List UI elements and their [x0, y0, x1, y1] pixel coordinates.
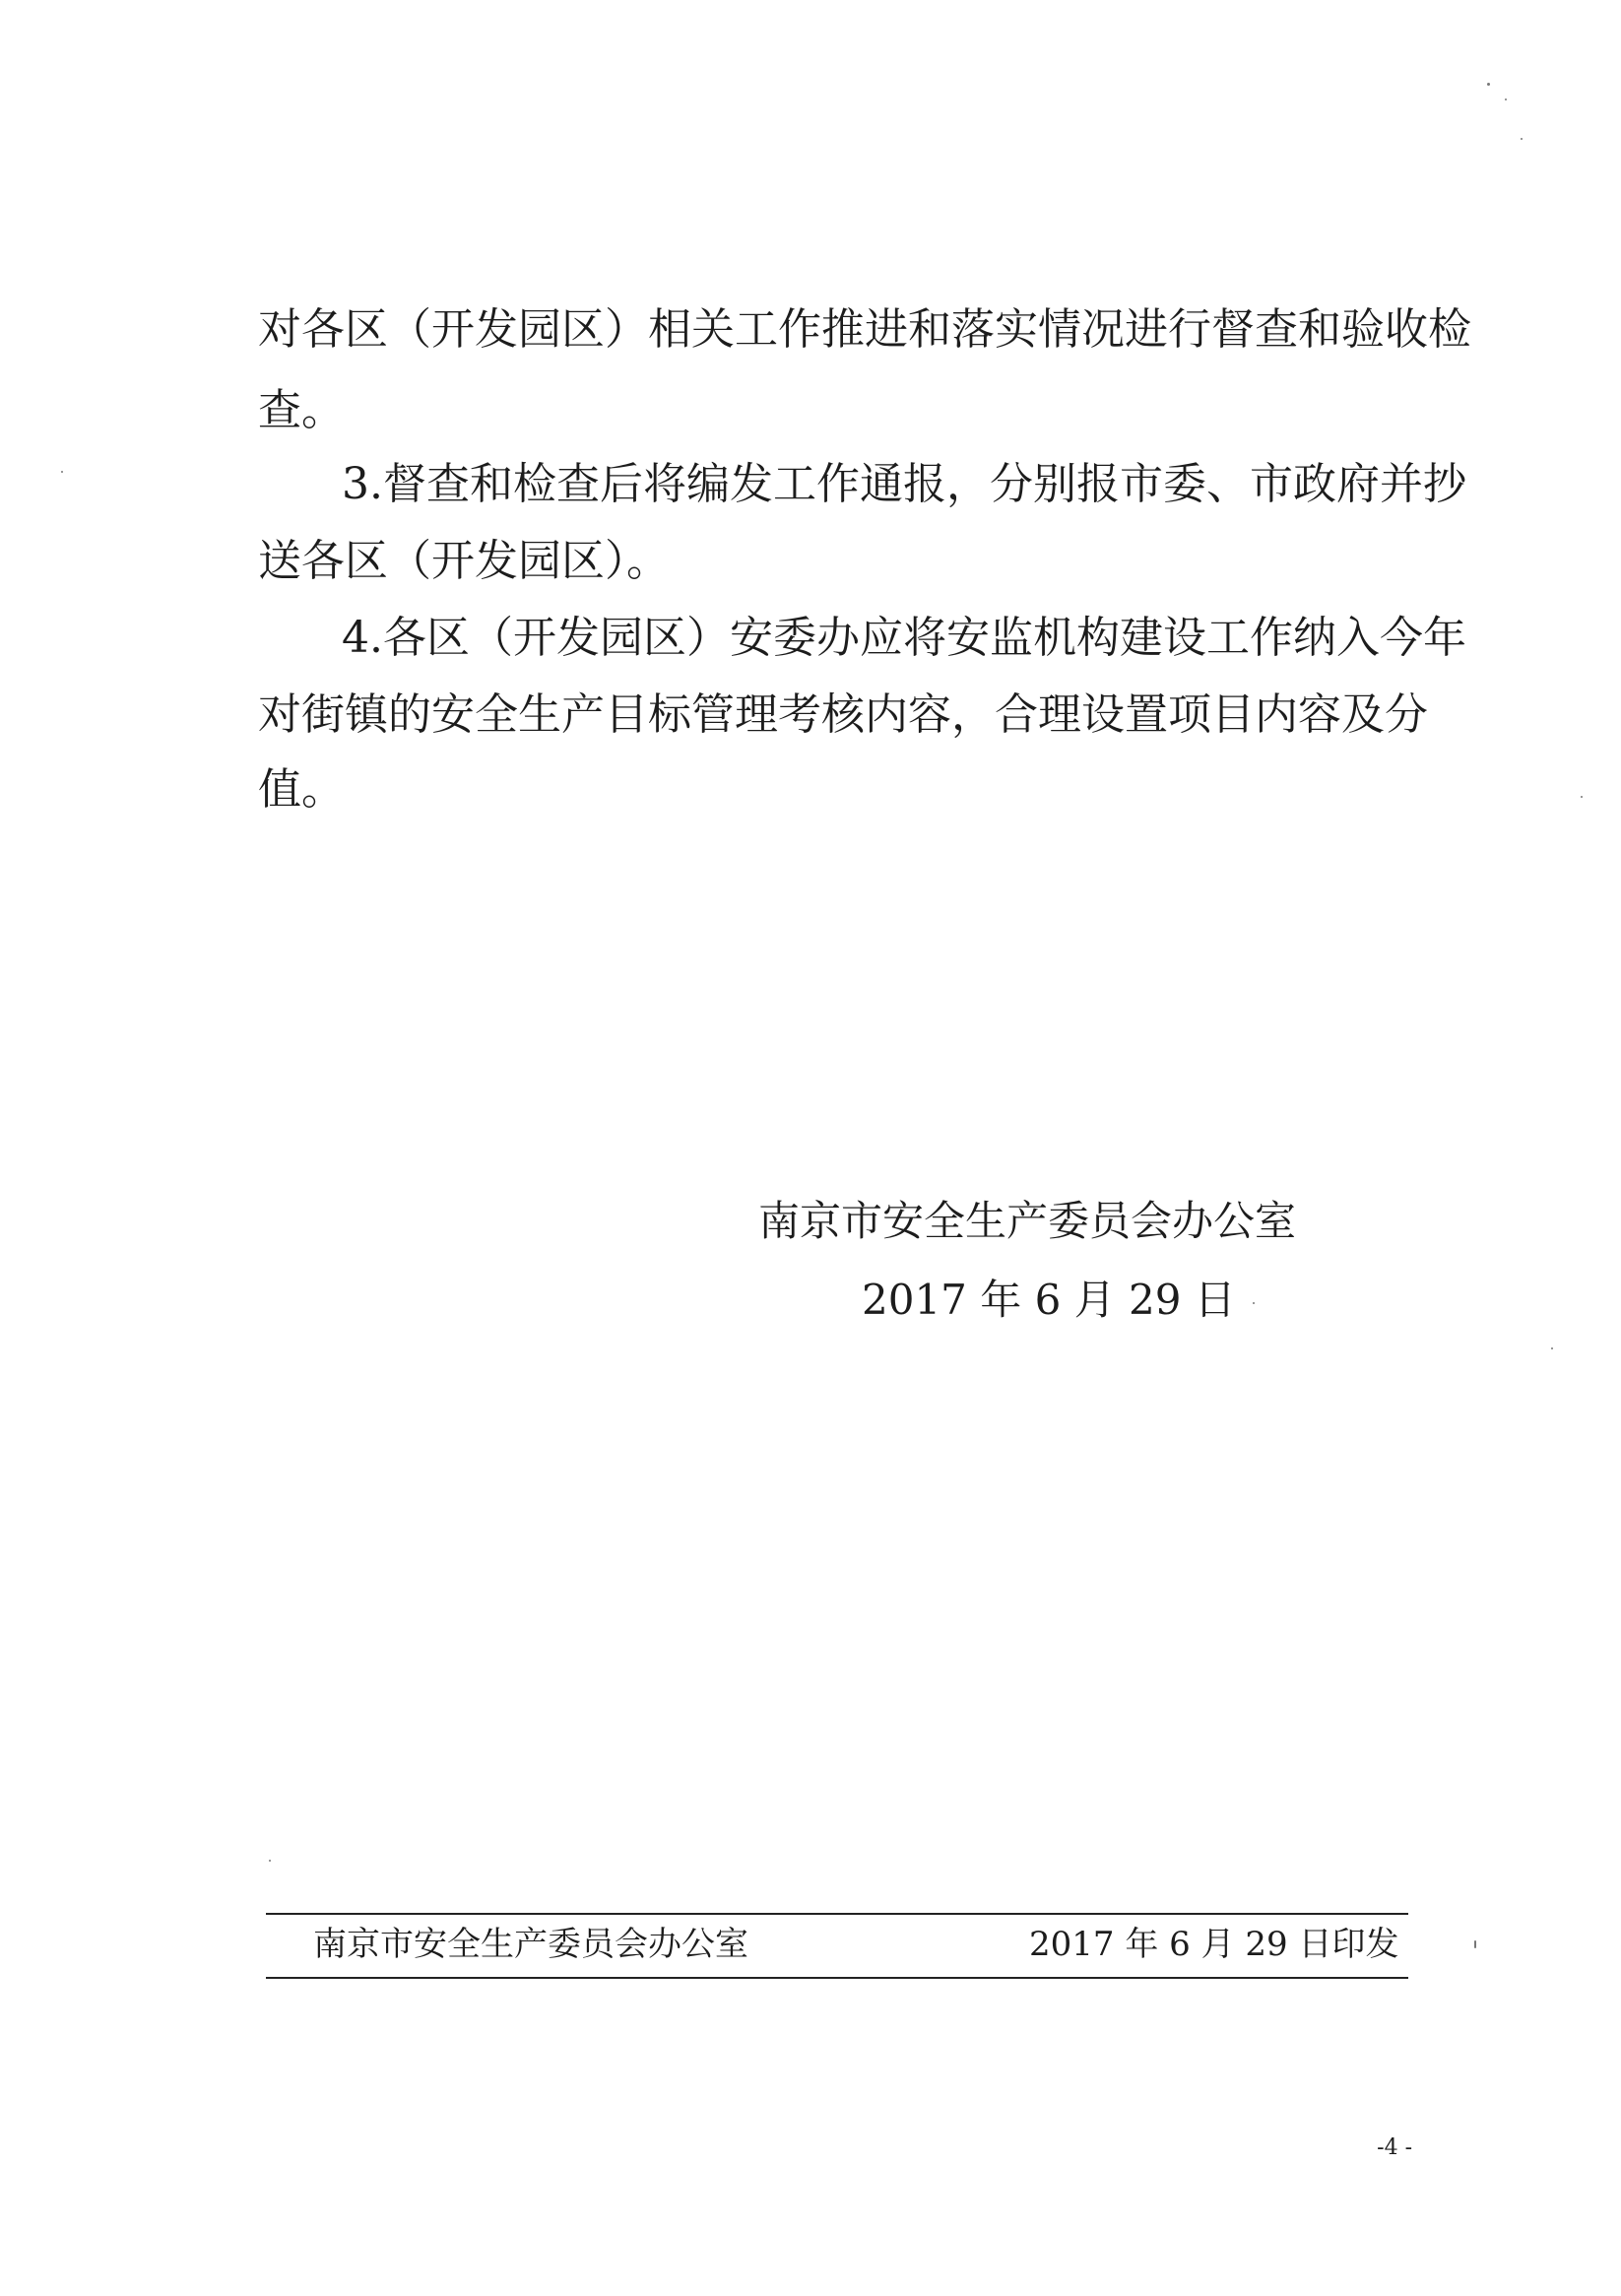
footer-org: 南京市安全生产委员会办公室 — [313, 1925, 748, 1964]
signature-org: 南京市安全生产委员会办公室 — [758, 1197, 1297, 1245]
scan-speck — [1487, 83, 1490, 86]
body-line: 值。 — [258, 764, 345, 815]
footer-bottom-rule — [266, 1977, 1408, 1979]
footer-issue-date: 2017 年 6 月 29 日印发 — [1029, 1925, 1399, 1964]
scan-speck — [61, 471, 63, 473]
page-number: -4 - — [1377, 2135, 1412, 2160]
footer-top-rule — [266, 1913, 1408, 1915]
body-line: 3.督查和检查后将编发工作通报，分别报市委、市政府并抄 — [342, 459, 1466, 509]
scan-speck — [1474, 1940, 1476, 1948]
body-line: 送各区（开发园区）。 — [258, 536, 670, 586]
scan-speck — [1253, 1302, 1255, 1304]
body-line: 对各区（开发园区）相关工作推进和落实情况进行督查和验收检 — [258, 304, 1471, 355]
body-line: 查。 — [258, 385, 345, 435]
body-line: 对街镇的安全生产目标管理考核内容，合理设置项目内容及分 — [258, 689, 1428, 740]
scan-speck — [1581, 796, 1583, 798]
scan-speck — [269, 1860, 271, 1862]
body-line: 4.各区（开发园区）安委办应将安监机构建设工作纳入今年 — [342, 613, 1466, 663]
scan-speck — [1551, 1347, 1553, 1349]
scan-speck — [1505, 98, 1507, 100]
signature-date: 2017 年 6 月 29 日 — [862, 1276, 1236, 1324]
scan-speck — [1521, 138, 1523, 140]
